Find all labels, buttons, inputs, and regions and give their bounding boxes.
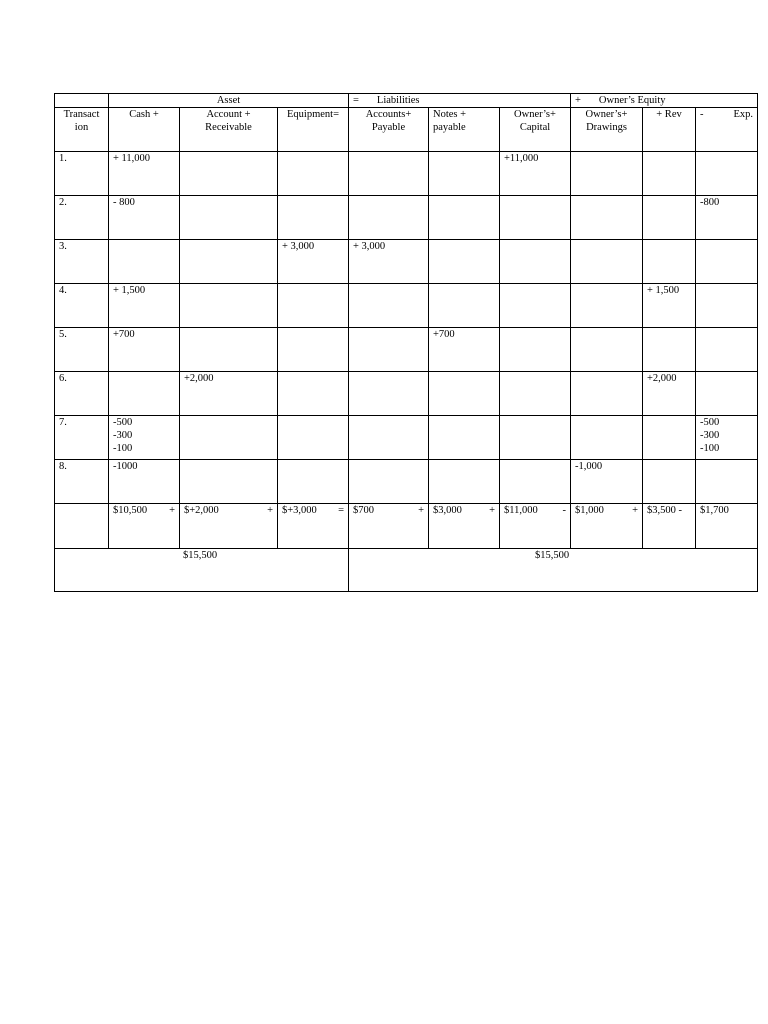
- asset-label: Asset: [216, 95, 241, 106]
- header-expense: - Exp.: [696, 108, 758, 152]
- totals-row: [55, 504, 758, 549]
- drawings-cell: [571, 152, 643, 196]
- transaction-number: 3.: [55, 240, 109, 284]
- np-cell: [429, 240, 500, 284]
- transaction-number: 4.: [55, 284, 109, 328]
- np-cell: [429, 372, 500, 416]
- capital-cell: [500, 328, 571, 372]
- total-ap: $700 +: [349, 504, 429, 549]
- group-header-row: [55, 94, 758, 108]
- cash-cell: [109, 240, 180, 284]
- header-owners-drawings: Owner’s+ Drawings: [571, 108, 643, 152]
- transaction-number: 8.: [55, 460, 109, 504]
- liabilities-equity-sum-cell: [349, 549, 758, 592]
- table-row: [55, 152, 758, 196]
- assets-total: $15,500: [183, 550, 218, 561]
- expense-entry: -100: [700, 443, 720, 454]
- ap-cell: [349, 372, 429, 416]
- capital-cell: +11,000: [500, 152, 571, 196]
- liabilities-group-header: [349, 94, 571, 108]
- expense-cell: [696, 460, 758, 504]
- revenue-cell: [643, 196, 696, 240]
- expense-cell: -800: [696, 196, 758, 240]
- transaction-number: 2.: [55, 196, 109, 240]
- total-capital: $11,000 -: [500, 504, 571, 549]
- ap-cell: [349, 196, 429, 240]
- table-row: [55, 328, 758, 372]
- capital-cell: [500, 284, 571, 328]
- accounting-equation-table: [54, 93, 758, 592]
- drawings-cell: [571, 240, 643, 284]
- total-equipment: $+3,000 =: [278, 504, 349, 549]
- column-header-row: [55, 108, 758, 152]
- table-row: [55, 372, 758, 416]
- cash-entry: -300: [113, 430, 133, 441]
- ar-cell: [180, 284, 278, 328]
- transaction-number: 5.: [55, 328, 109, 372]
- revenue-cell: [643, 460, 696, 504]
- equipment-cell: [278, 416, 349, 460]
- expense-cell: [696, 284, 758, 328]
- total-cash: $10,500 +: [109, 504, 180, 549]
- header-transaction: Transact ion: [55, 108, 109, 152]
- capital-cell: [500, 372, 571, 416]
- plus-sign: +: [575, 95, 581, 106]
- equipment-cell: [278, 196, 349, 240]
- header-cash: Cash +: [109, 108, 180, 152]
- group-blank-cell: [55, 94, 109, 108]
- expense-cell: [696, 416, 758, 460]
- ar-cell: [180, 328, 278, 372]
- liabilities-label: Liabilities: [376, 95, 420, 106]
- transaction-number: 7.: [55, 416, 109, 460]
- ap-cell: [349, 460, 429, 504]
- equipment-cell: [278, 372, 349, 416]
- header-accounts-payable: Accounts+ Payable: [349, 108, 429, 152]
- revenue-cell: [643, 416, 696, 460]
- equipment-cell: [278, 328, 349, 372]
- ap-cell: [349, 328, 429, 372]
- ap-cell: [349, 284, 429, 328]
- equipment-cell: [278, 460, 349, 504]
- ar-cell: [180, 460, 278, 504]
- cash-cell: [109, 372, 180, 416]
- table-row: [55, 196, 758, 240]
- header-revenue: + Rev: [643, 108, 696, 152]
- expense-cell: [696, 372, 758, 416]
- capital-cell: [500, 416, 571, 460]
- ar-cell: [180, 152, 278, 196]
- equals-sign: =: [353, 95, 359, 106]
- cash-cell: + 11,000: [109, 152, 180, 196]
- total-expense: $1,700: [696, 504, 758, 549]
- np-cell: [429, 152, 500, 196]
- cash-cell: -1000: [109, 460, 180, 504]
- transaction-number: 6.: [55, 372, 109, 416]
- expense-cell: [696, 328, 758, 372]
- equipment-cell: [278, 284, 349, 328]
- revenue-cell: +2,000: [643, 372, 696, 416]
- liabilities-equity-total: $15,500: [535, 550, 570, 561]
- totals-blank-cell: [55, 504, 109, 549]
- capital-cell: [500, 196, 571, 240]
- header-accounts-receivable: Account + Receivable: [180, 108, 278, 152]
- owners-equity-label: Owner’s Equity: [598, 95, 666, 106]
- np-cell: +700: [429, 328, 500, 372]
- cash-cell: + 1,500: [109, 284, 180, 328]
- capital-cell: [500, 240, 571, 284]
- expense-entry: -300: [700, 430, 720, 441]
- header-owners-capital: Owner’s+ Capital: [500, 108, 571, 152]
- cash-cell: - 800: [109, 196, 180, 240]
- cash-cell: [109, 416, 180, 460]
- expense-cell: [696, 152, 758, 196]
- equity-group-header: [571, 94, 758, 108]
- np-cell: [429, 196, 500, 240]
- cash-cell: +700: [109, 328, 180, 372]
- total-revenue: $3,500 -: [643, 504, 696, 549]
- ar-cell: [180, 240, 278, 284]
- equipment-cell: [278, 152, 349, 196]
- total-np: $3,000 +: [429, 504, 500, 549]
- ar-cell: [180, 416, 278, 460]
- drawings-cell: [571, 372, 643, 416]
- expense-entry: -500: [700, 417, 720, 428]
- asset-group-header: [109, 94, 349, 108]
- ar-cell: +2,000: [180, 372, 278, 416]
- revenue-cell: + 1,500: [643, 284, 696, 328]
- revenue-cell: [643, 152, 696, 196]
- total-ar: $+2,000 +: [180, 504, 278, 549]
- assets-sum-cell: [55, 549, 349, 592]
- expense-cell: [696, 240, 758, 284]
- ap-cell: + 3,000: [349, 240, 429, 284]
- transaction-number: 1.: [55, 152, 109, 196]
- revenue-cell: [643, 240, 696, 284]
- total-drawings: $1,000 +: [571, 504, 643, 549]
- drawings-cell: [571, 284, 643, 328]
- equipment-cell: + 3,000: [278, 240, 349, 284]
- cash-entry: -100: [113, 443, 133, 454]
- np-cell: [429, 416, 500, 460]
- table-row: [55, 240, 758, 284]
- header-equipment: Equipment=: [278, 108, 349, 152]
- ap-cell: [349, 152, 429, 196]
- table-row: [55, 460, 758, 504]
- np-cell: [429, 460, 500, 504]
- drawings-cell: [571, 196, 643, 240]
- sums-row: [55, 549, 758, 592]
- ar-cell: [180, 196, 278, 240]
- revenue-cell: [643, 328, 696, 372]
- drawings-cell: -1,000: [571, 460, 643, 504]
- table-row: [55, 284, 758, 328]
- cash-entry: -500: [113, 417, 133, 428]
- ap-cell: [349, 416, 429, 460]
- header-notes-payable: Notes + payable: [429, 108, 500, 152]
- np-cell: [429, 284, 500, 328]
- table-row: [55, 416, 758, 460]
- drawings-cell: [571, 416, 643, 460]
- capital-cell: [500, 460, 571, 504]
- drawings-cell: [571, 328, 643, 372]
